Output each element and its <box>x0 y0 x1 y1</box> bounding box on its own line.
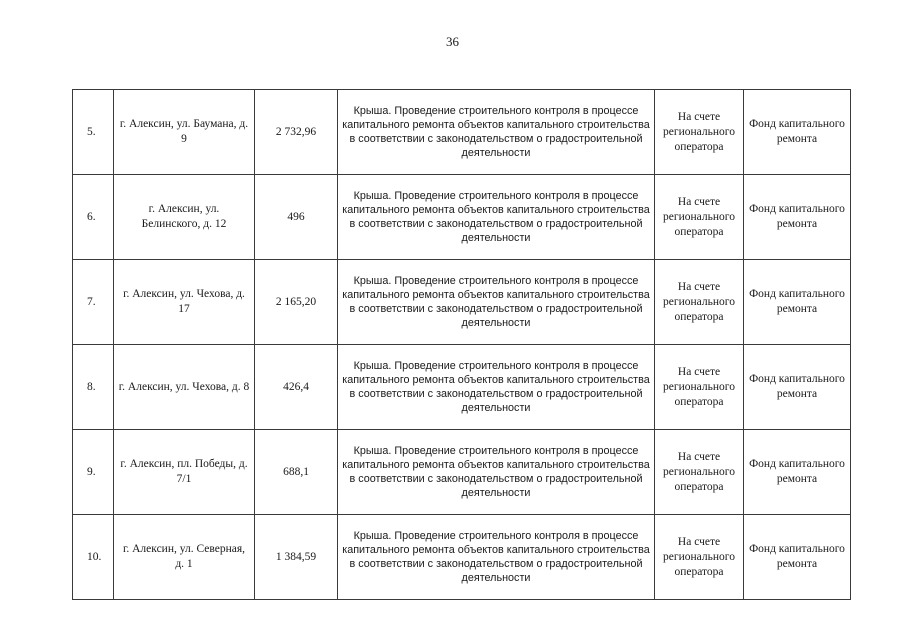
account-cell: На счете регионального оператора <box>655 515 744 600</box>
area-cell: 496 <box>255 175 338 260</box>
works-table <box>72 89 851 600</box>
area-cell: 426,4 <box>255 345 338 430</box>
table-row <box>73 430 851 515</box>
row-number: 9. <box>73 430 114 515</box>
area-cell: 2 732,96 <box>255 90 338 175</box>
work-type-cell: Крыша. Проведение строительного контроля в процессе капитального ремонта объектов капитального строительства в соответствии с законодательством о градостроительной деятельности <box>338 515 655 600</box>
table-row <box>73 260 851 345</box>
table-row <box>73 90 851 175</box>
table-row <box>73 175 851 260</box>
account-cell: На счете регионального оператора <box>655 430 744 515</box>
funding-source-cell: Фонд капитального ремонта <box>744 515 851 600</box>
page-number: 36 <box>446 34 459 49</box>
area-cell: 688,1 <box>255 430 338 515</box>
address-cell: г. Алексин, ул. Северная, д. 1 <box>114 515 255 600</box>
funding-source-cell: Фонд капитального ремонта <box>744 345 851 430</box>
funding-source-cell: Фонд капитального ремонта <box>744 175 851 260</box>
address-cell: г. Алексин, ул. Белинского, д. 12 <box>114 175 255 260</box>
address-cell: г. Алексин, ул. Баумана, д. 9 <box>114 90 255 175</box>
address-cell: г. Алексин, пл. Победы, д. 7/1 <box>114 430 255 515</box>
table-row <box>73 515 851 600</box>
work-type-cell: Крыша. Проведение строительного контроля в процессе капитального ремонта объектов капитального строительства в соответствии с законодательством о градостроительной деятельности <box>338 260 655 345</box>
address-cell: г. Алексин, ул. Чехова, д. 8 <box>114 345 255 430</box>
work-type-cell: Крыша. Проведение строительного контроля в процессе капитального ремонта объектов капитального строительства в соответствии с законодательством о градостроительной деятельности <box>338 175 655 260</box>
area-cell: 1 384,59 <box>255 515 338 600</box>
work-type-cell: Крыша. Проведение строительного контроля в процессе капитального ремонта объектов капитального строительства в соответствии с законодательством о градостроительной деятельности <box>338 430 655 515</box>
work-type-cell: Крыша. Проведение строительного контроля в процессе капитального ремонта объектов капитального строительства в соответствии с законодательством о градостроительной деятельности <box>338 90 655 175</box>
area-cell: 2 165,20 <box>255 260 338 345</box>
row-number: 6. <box>73 175 114 260</box>
funding-source-cell: Фонд капитального ремонта <box>744 260 851 345</box>
funding-source-cell: Фонд капитального ремонта <box>744 90 851 175</box>
table-row <box>73 345 851 430</box>
address-cell: г. Алексин, ул. Чехова, д. 17 <box>114 260 255 345</box>
funding-source-cell: Фонд капитального ремонта <box>744 430 851 515</box>
row-number: 5. <box>73 90 114 175</box>
row-number: 8. <box>73 345 114 430</box>
row-number: 10. <box>73 515 114 600</box>
account-cell: На счете регионального оператора <box>655 90 744 175</box>
account-cell: На счете регионального оператора <box>655 345 744 430</box>
row-number: 7. <box>73 260 114 345</box>
account-cell: На счете регионального оператора <box>655 260 744 345</box>
account-cell: На счете регионального оператора <box>655 175 744 260</box>
work-type-cell: Крыша. Проведение строительного контроля в процессе капитального ремонта объектов капитального строительства в соответствии с законодательством о градостроительной деятельности <box>338 345 655 430</box>
